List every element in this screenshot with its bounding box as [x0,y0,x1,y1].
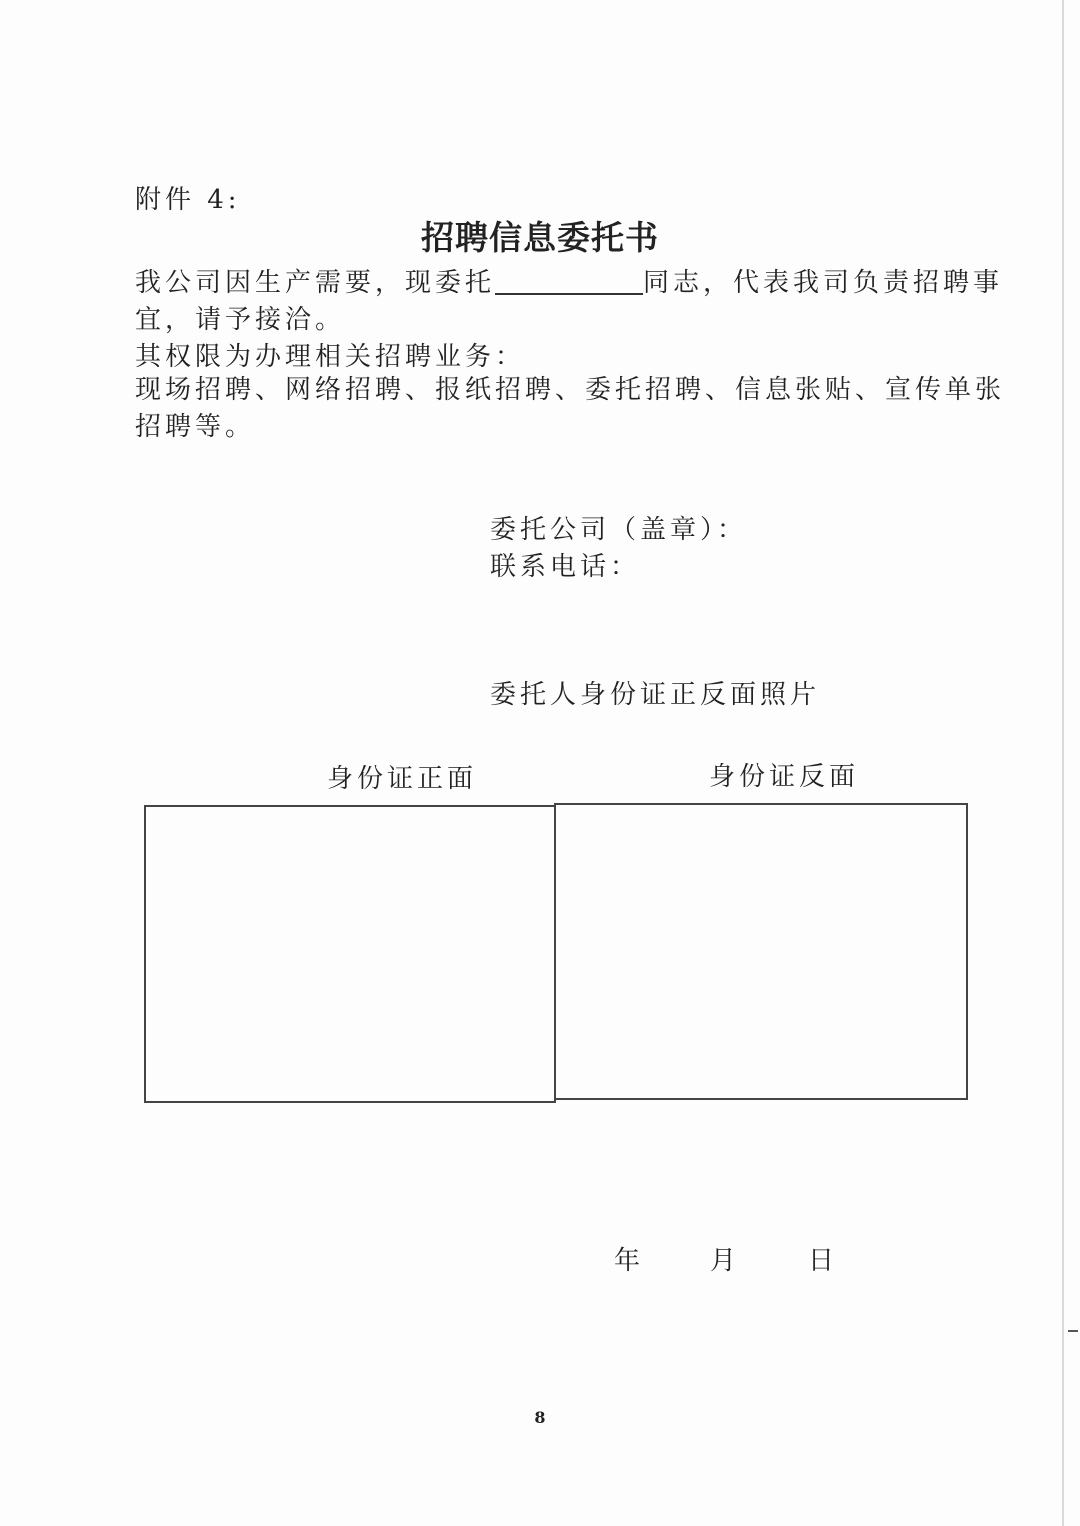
date-month-label: 月 [710,1246,741,1276]
delegation-paragraph-line-2: 宜，请予接洽。 [135,305,346,335]
id-back-label: 身份证反面 [709,762,860,792]
id-back-photo-box[interactable] [554,803,968,1100]
id-photo-section-heading: 委托人身份证正反面照片 [490,680,821,710]
delegation-text-before-blank: 我公司因生产需要，现委托 [135,268,496,298]
page-number: 8 [534,1408,546,1427]
contact-phone-label: 联系电话： [490,552,641,582]
authority-scope-line-2: 招聘等。 [135,412,256,442]
delegation-text-after-blank: 同志，代表我司负责招聘事 [643,268,1004,298]
authority-scope-line-1: 现场招聘、网络招聘、报纸招聘、委托招聘、信息张贴、宣传单张 [135,375,1006,405]
id-front-photo-box[interactable] [144,805,556,1103]
date-day-label: 日 [808,1246,839,1276]
delegate-name-blank[interactable] [495,267,643,295]
document-title: 招聘信息委托书 [421,218,659,257]
authority-paragraph: 其权限为办理相关招聘业务： [135,342,526,372]
attachment-label: 附件 4: [135,185,241,215]
date-year-label: 年 [614,1246,645,1276]
id-front-label: 身份证正面 [327,764,478,794]
company-seal-label: 委托公司（盖章）： [490,515,748,545]
scan-edge-mark [1068,1330,1078,1332]
delegation-paragraph-line-1 [135,266,1003,300]
